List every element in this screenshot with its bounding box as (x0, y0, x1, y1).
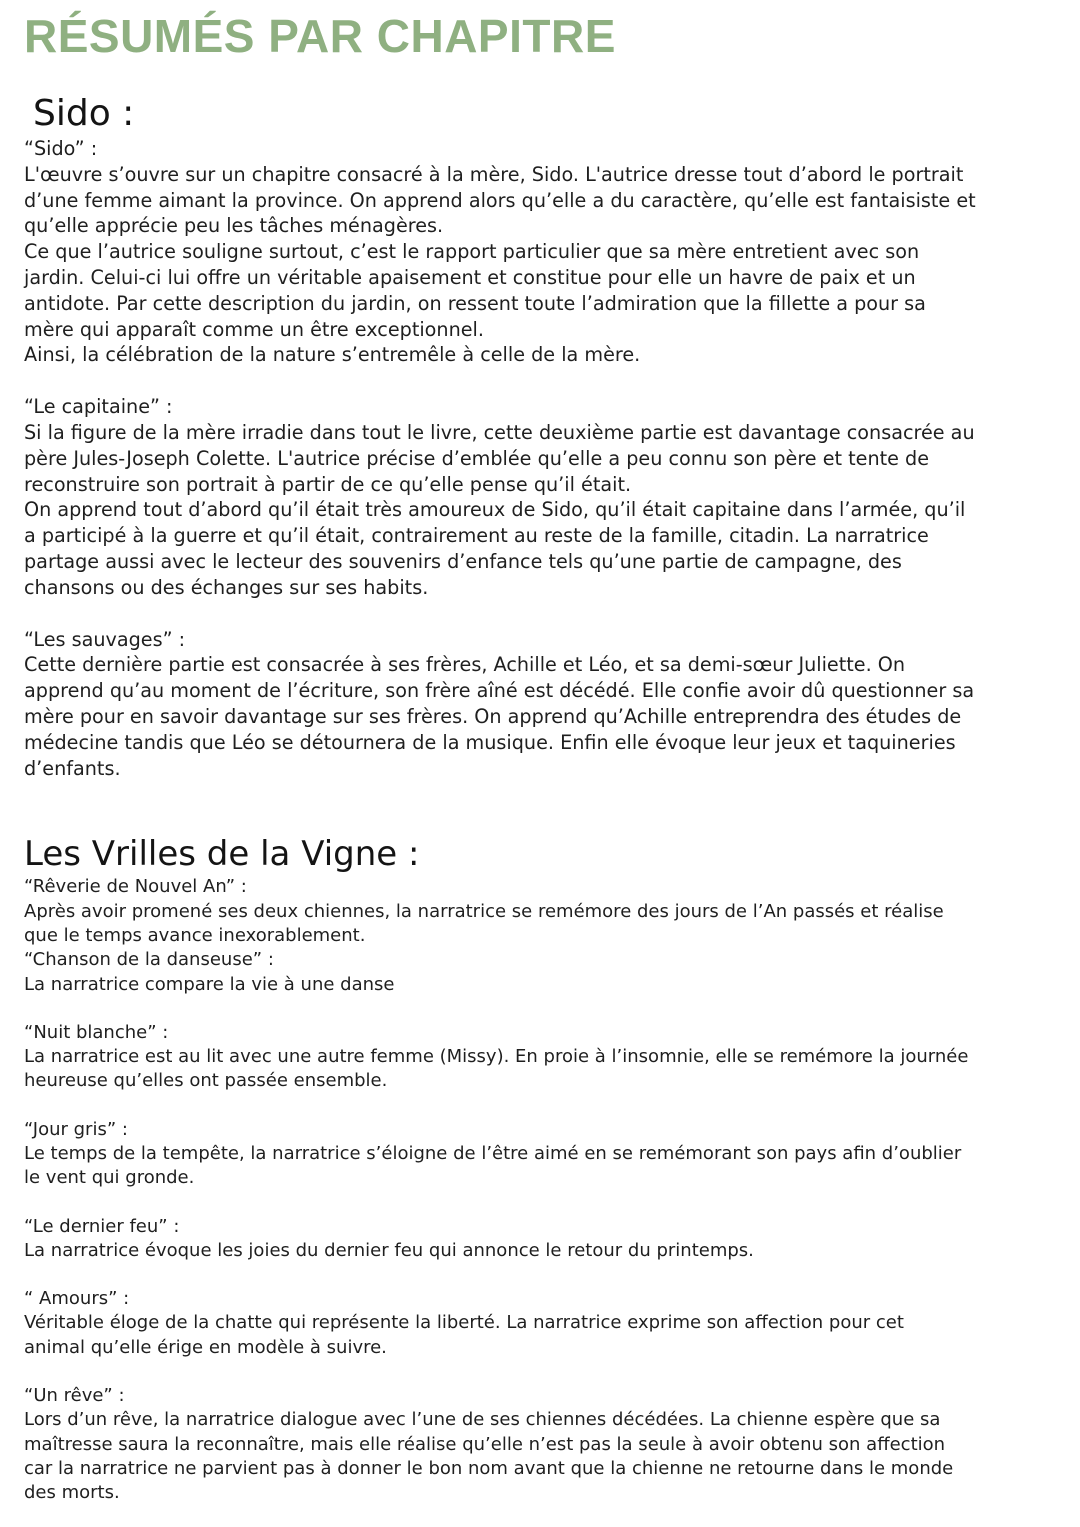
chapter-summary: La narratrice évoque les joies du dernier feu qui annonce le retour du printemps. (24, 1239, 754, 1261)
chapter-heading: “Rêverie de Nouvel An” : (24, 876, 247, 898)
chapter-summary: Véritable éloge de la chatte qui représente la liberté. La narratrice exprime son affection pour cet animal qu’elle érige en modèle à suivre. (24, 1312, 904, 1358)
chapter-summary: Si la figure de la mère irradie dans tout le livre, cette deuxième partie est davantage consacrée au père Jules-Joseph Colette. L'autrice précise d’emblée qu’elle a peu connu son père et tente de reconstruire son portrait à partir de ce qu’elle pense qu’il était. On apprend tout d’abord qu’il était très amoureux de Sido, qu’il était capitaine dans l’armée, qu’il a participé à la guerre et qu’il était, contrairement au reste de la famille, citadin. La narratrice partage aussi avec le lecteur des souvenirs d’enfance tels qu’une partie de campagne, des chansons ou des échanges sur ses habits. (24, 420, 975, 599)
part-title-vrilles: Les Vrilles de la Vigne : (24, 834, 420, 875)
chapter-summary: La narratrice est au lit avec une autre femme (Missy). En proie à l’insomnie, elle se remémore la journée heureuse qu’elles ont passée ensemble. (24, 1046, 969, 1092)
paragraph-gap (24, 601, 1060, 627)
document-title: RÉSUMÉS PAR CHAPITRE (24, 10, 616, 62)
chapter-amours (24, 1287, 1060, 1360)
chapter-summary: La narratrice compare la vie à une danse (24, 973, 395, 995)
chapter-heading: “Nuit blanche” : (24, 1021, 169, 1043)
paragraph-gap (24, 1191, 1060, 1215)
chapter-summary: L'œuvre s’ouvre sur un chapitre consacré à la mère, Sido. L'autrice dresse tout d’abord le portrait d’une femme aimant la province. On apprend alors qu’elle a du caractère, qu’elle est fantaisiste et qu’elle apprécie peu les tâches ménagères. Ce que l’autrice souligne surtout, c’est le rapport particulier que sa mère entretient avec son jardin. Celui-ci lui offre un véritable apaisement et constitue pour elle un havre de paix et un antidote. Par cette description du jardin, on ressent toute l’admiration que la fillette a pour sa mère qui apparaît comme un être exceptionnel. Ainsi, la célébration de la nature s’entremêle à celle de la mère. (24, 162, 976, 367)
chapter-sido (24, 136, 1060, 368)
chapter-jour-gris (24, 1118, 1060, 1191)
chapter-nuit-blanche (24, 1021, 1060, 1094)
chapter-chanson-de-la-danseuse (24, 948, 1060, 997)
chapter-le-dernier-feu (24, 1215, 1060, 1264)
chapter-heading: “Jour gris” : (24, 1118, 128, 1140)
part-sido (24, 92, 1060, 781)
paragraph-gap (24, 1263, 1060, 1287)
document-page (24, 0, 1060, 1506)
chapter-heading: “Chanson de la danseuse” : (24, 949, 274, 971)
chapter-heading: “Le dernier feu” : (24, 1215, 180, 1237)
chapter-le-capitaine (24, 394, 1060, 600)
chapter-heading: “ Amours” : (24, 1288, 130, 1310)
chapter-heading: “Sido” : (24, 137, 98, 160)
chapter-summary: Cette dernière partie est consacrée à ses frères, Achille et Léo, et sa demi-sœur Juliette. On apprend qu’au moment de l’écriture, son frère aîné est décédé. Elle confie avoir dû questionner sa mère pour en savoir davantage sur ses frères. On apprend qu’Achille entreprendra des études de médecine tandis que Léo se détournera de la musique. Enfin elle évoque leur jeux et taquineries d’enfants. (24, 653, 975, 780)
part-title-sido: Sido : (33, 93, 135, 134)
chapter-les-sauvages (24, 627, 1060, 782)
chapter-heading: “Un rêve” : (24, 1385, 125, 1407)
chapter-heading: “Le capitaine” : (24, 395, 173, 419)
part-vrilles-de-la-vigne (24, 833, 1060, 1505)
chapter-heading: “Les sauvages” : (24, 627, 186, 651)
chapter-un-reve (24, 1384, 1060, 1505)
paragraph-gap (24, 1360, 1060, 1384)
chapter-reverie-de-nouvel-an (24, 875, 1060, 948)
paragraph-gap (24, 368, 1060, 394)
paragraph-gap (24, 1094, 1060, 1118)
chapter-summary: Lors d’un rêve, la narratrice dialogue avec l’une de ses chiennes décédées. La chienne espère que sa maîtresse saura la reconnaître, mais elle réalise qu’elle n’est pas la seule à avoir obtenu son affection car la narratrice ne parvient pas à donner le bon nom avant que la chienne ne retourne dans le monde des morts. (24, 1409, 954, 1504)
chapter-summary: Le temps de la tempête, la narratrice s’éloigne de l’être aimé en se remémorant son pays afin d’oublier le vent qui gronde. (24, 1143, 962, 1189)
chapter-summary: Après avoir promené ses deux chiennes, la narratrice se remémore des jours de l’An passés et réalise que le temps avance inexorablement. (24, 900, 944, 946)
paragraph-gap (24, 997, 1060, 1021)
